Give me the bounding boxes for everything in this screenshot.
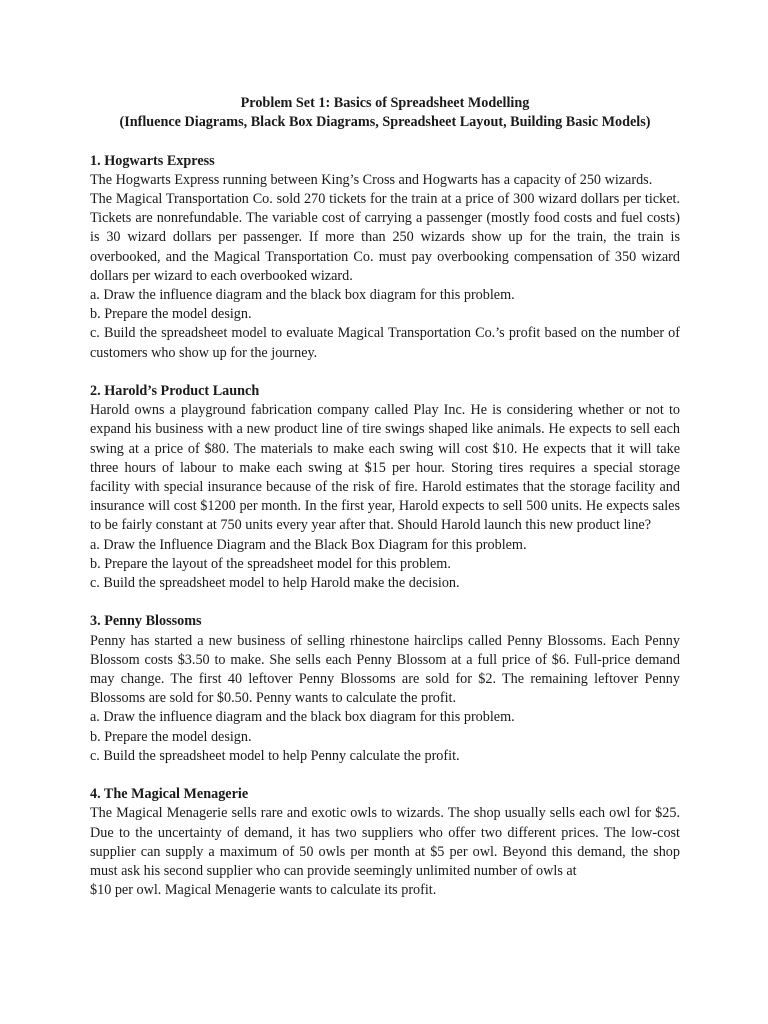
problem-heading: 1. Hogwarts Express <box>90 152 215 169</box>
problem-task: c. Build the spreadsheet model to help Harold make the decision. <box>90 575 460 592</box>
problem-heading: 4. The Magical Menagerie <box>90 786 249 803</box>
problem-task: b. Prepare the layout of the spreadsheet model for this problem. <box>90 555 451 572</box>
problem-task: a. Draw the Influence Diagram and the Black Box Diagram for this problem. <box>90 536 527 553</box>
problem-1 <box>90 152 680 363</box>
problem-task: b. Prepare the model design. <box>90 306 252 323</box>
problem-paragraph: The Hogwarts Express running between King’s Cross and Hogwarts has a capacity of 250 wizards. <box>90 171 653 188</box>
page-subtitle: (Influence Diagrams, Black Box Diagrams, Spreadsheet Layout, Building Basic Models) <box>119 114 651 131</box>
problem-paragraph: The Magical Transportation Co. sold 270 tickets for the train at a price of 300 wizard dollars per ticket. Tickets are nonrefundable. The variable cost of carrying a passenger (mostly food costs and fuel costs) is 30 wizard dollars per passenger. If more than 250 wizards show up for the train, the train is overbooked, and the Magical Transportation Co. must pay overbooking compensation of 350 wizard dollars per wizard to each overbooked wizard. <box>90 191 680 284</box>
problem-task: c. Build the spreadsheet model to help Penny calculate the profit. <box>90 747 460 764</box>
problem-paragraph: The Magical Menagerie sells rare and exotic owls to wizards. The shop usually sells each owl for $25. Due to the uncertainty of demand, it has two suppliers who offer two different prices. The low-cost supplier can supply a maximum of 50 owls per month at $5 per owl. Beyond this demand, the shop must ask his second supplier who can provide seemingly unlimited number of owls at <box>90 805 680 880</box>
problem-task: c. Build the spreadsheet model to evaluate Magical Transportation Co.’s profit based on the number of customers who show up for the journey. <box>90 325 680 361</box>
problem-task: b. Prepare the model design. <box>90 728 252 745</box>
problem-4 <box>90 785 680 900</box>
problem-2 <box>90 382 680 593</box>
problem-task: a. Draw the influence diagram and the black box diagram for this problem. <box>90 287 515 304</box>
page-title: Problem Set 1: Basics of Spreadsheet Modelling <box>240 95 530 111</box>
problem-heading: 2. Harold’s Product Launch <box>90 383 260 400</box>
problem-paragraph: Penny has started a new business of selling rhinestone hairclips called Penny Blossoms. Each Penny Blossom costs $3.50 to make. She sells each Penny Blossom at a full price of $6. Full-price demand may change. The first 40 leftover Penny Blossoms are sold for $2. The remaining leftover Penny Blossoms are sold for $0.50. Penny wants to calculate the profit. <box>90 632 680 707</box>
problem-task: a. Draw the influence diagram and the black box diagram for this problem. <box>90 709 515 726</box>
problem-heading: 3. Penny Blossoms <box>90 613 202 630</box>
problem-paragraph: $10 per owl. Magical Menagerie wants to calculate its profit. <box>90 882 437 899</box>
problem-3 <box>90 612 680 766</box>
problem-paragraph: Harold owns a playground fabrication company called Play Inc. He is considering whether or not to expand his business with a new product line of tire swings shaped like animals. He expects to sell each swing at a price of $80. The materials to make each swing will cost $10. He expects that it will take three hours of labour to make each swing at $15 per hour. Storing tires requires a special storage facility with special insurance because of the risk of fire. Harold estimates that the storage facility and insurance will cost $1200 per month. In the first year, Harold expects to sell 500 units. He expects sales to be fairly constant at 750 units every year after that. Should Harold launch this new product line? <box>90 402 680 534</box>
document-page <box>90 94 680 900</box>
